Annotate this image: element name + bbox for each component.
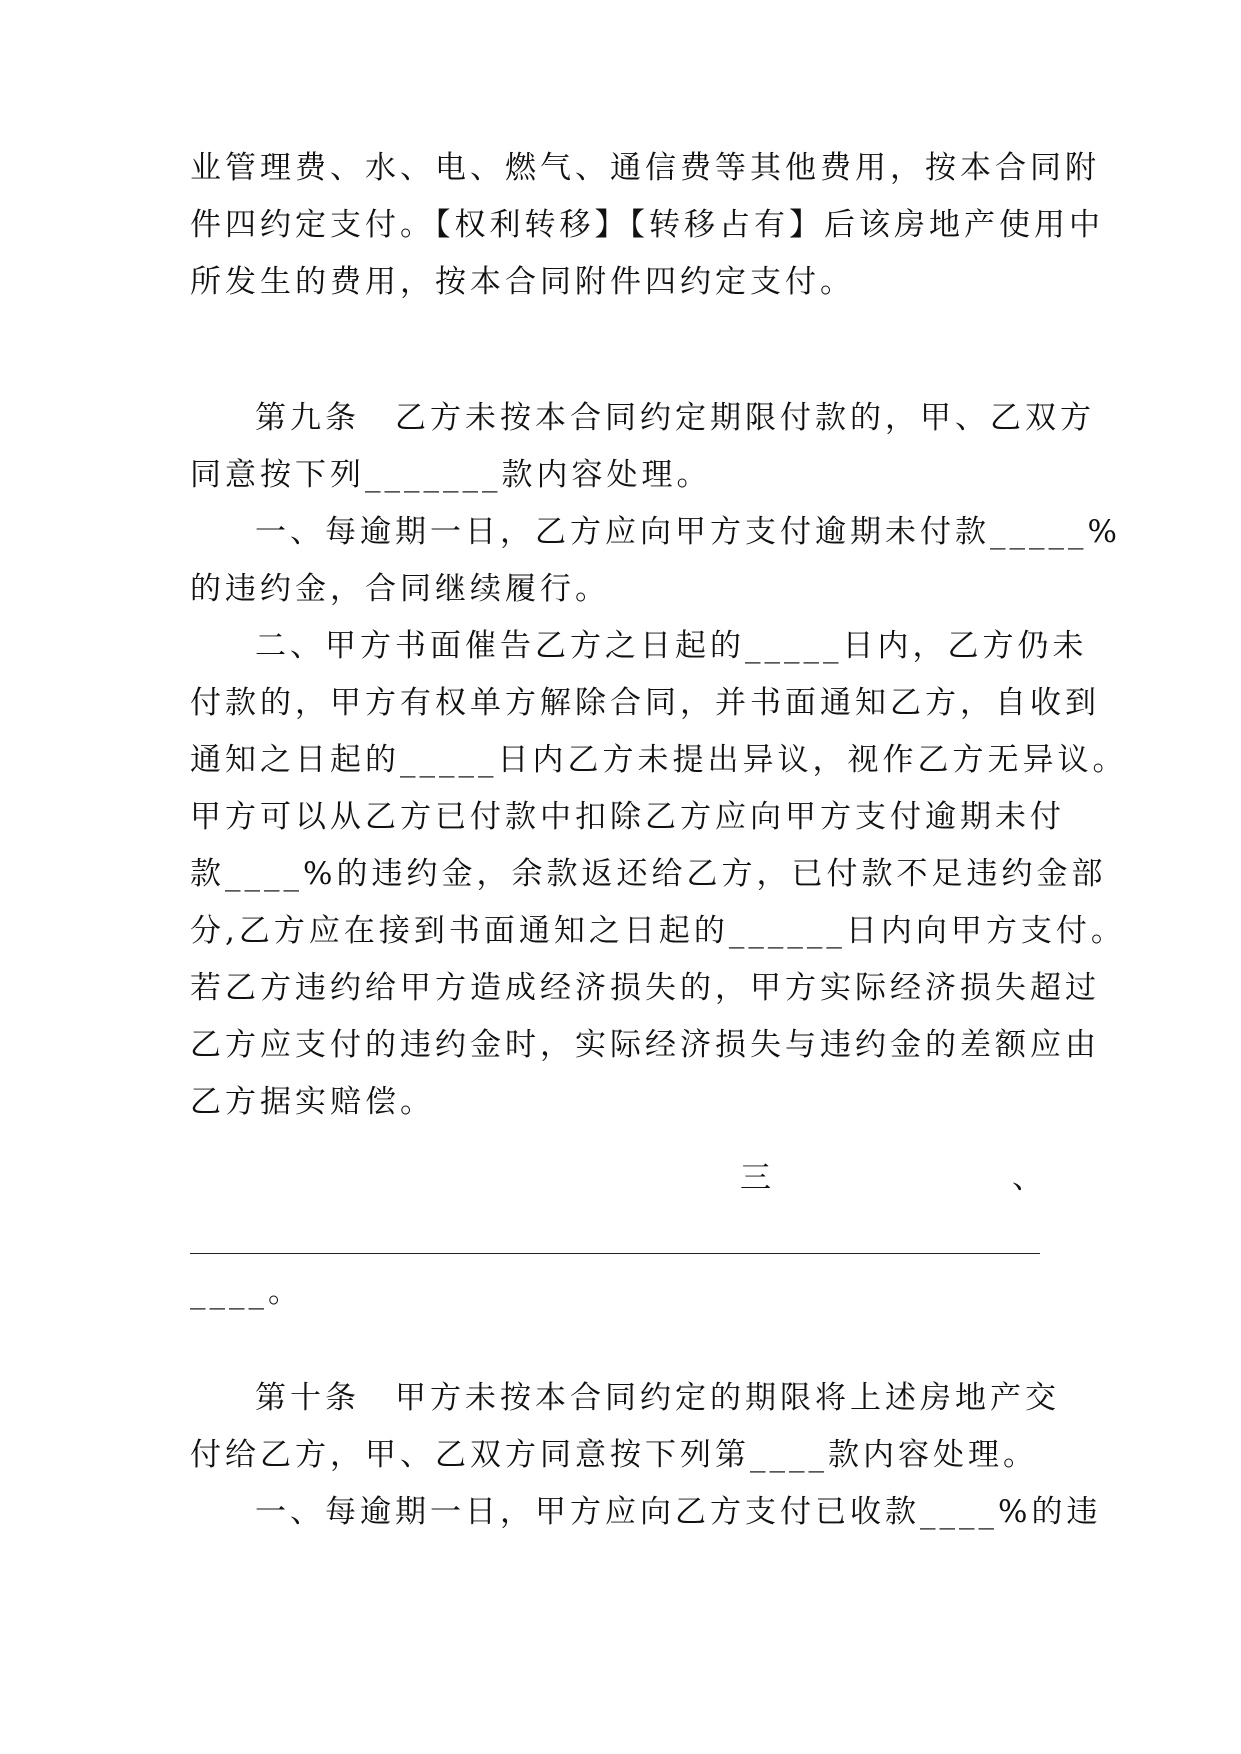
text-line: 一、每逾期一日，甲方应向乙方支付已收款____%的违 [255,1494,1102,1530]
text-line: 业管理费、水、电、燃气、通信费等其他费用，按本合同附 [190,150,1100,186]
text-line: 的违约金，合同继续履行。 [190,571,610,607]
text-line: 付给乙方，甲、乙双方同意按下列第____款内容处理。 [190,1437,1038,1473]
text-line: 一、每逾期一日，乙方应向甲方支付逾期未付款_____% [255,514,1121,550]
clause-three-comma: 、 [1012,1160,1043,1196]
text-line: 甲方可以从乙方已付款中扣除乙方应向甲方支付逾期未付 [190,799,1065,835]
text-line: 同意按下列_______款内容处理。 [190,457,712,493]
article-10-heading: 第十条 甲方未按本合同约定的期限将上述房地产交 [255,1380,1060,1416]
article-9-heading: 第九条 乙方未按本合同约定期限付款的，甲、乙双方 [255,400,1095,436]
text-line: 分,乙方应在接到书面通知之日起的______日内向甲方支付。 [190,913,1126,949]
blank-fill-line [190,1253,1040,1254]
text-line: 乙方应支付的违约金时，实际经济损失与违约金的差额应由 [190,1027,1100,1063]
text-line: ____。 [190,1274,303,1310]
text-line: 款____%的违约金，余款返还给乙方，已付款不足违约金部 [190,856,1107,892]
clause-three-label: 三 [740,1160,771,1196]
text-line: 所发生的费用，按本合同附件四约定支付。 [190,264,855,300]
text-line: 付款的，甲方有权单方解除合同，并书面通知乙方，自收到 [190,685,1100,721]
text-line: 乙方据实赔偿。 [190,1084,435,1120]
text-line: 若乙方违约给甲方造成经济损失的，甲方实际经济损失超过 [190,970,1100,1006]
text-line: 二、甲方书面催告乙方之日起的_____日内，乙方仍未 [255,628,1088,664]
text-line: 件四约定支付。【权利转移】【转移占有】后该房地产使用中 [190,207,1104,243]
text-line: 通知之日起的_____日内乙方未提出异议，视作乙方无异议。 [190,742,1128,778]
